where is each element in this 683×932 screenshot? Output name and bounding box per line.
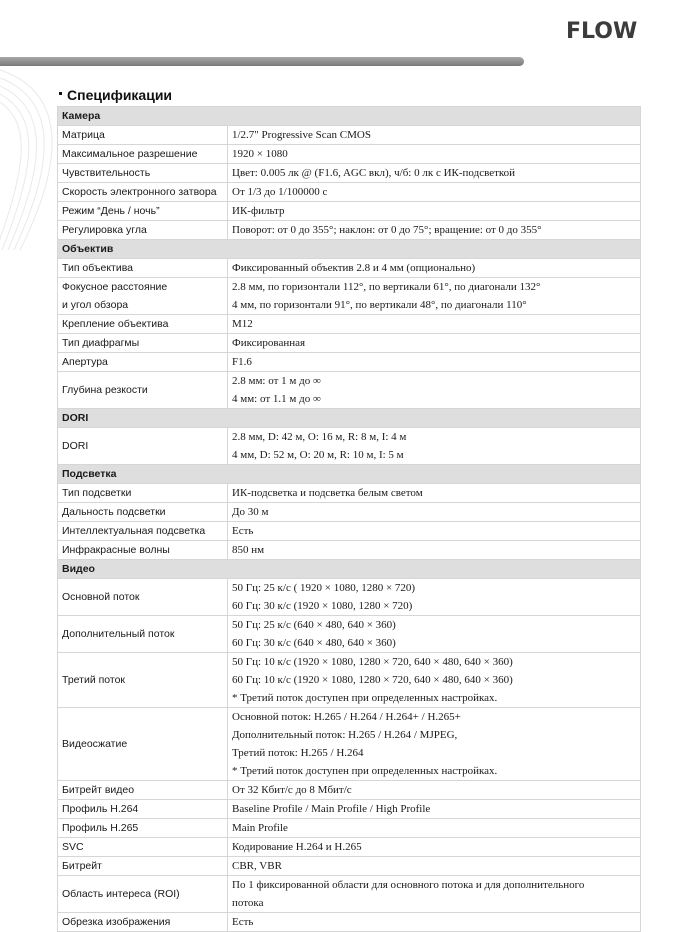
spec-row	[58, 876, 641, 913]
spec-value-line: Фиксированный объектив 2.8 и 4 мм (опционально)	[232, 262, 476, 274]
spec-row	[58, 353, 641, 372]
spec-value-line: 4 мм, D: 52 м, O: 20 м, R: 10 м, I: 5 м	[232, 449, 404, 461]
spec-row	[58, 522, 641, 541]
spec-value-line: 1920 × 1080	[232, 148, 288, 160]
spec-key: Профиль H.264	[58, 800, 228, 819]
spec-value	[228, 334, 641, 353]
spec-key: DORI	[58, 428, 228, 465]
spec-value	[228, 503, 641, 522]
spec-value	[228, 428, 641, 465]
spec-value-line: Есть	[232, 916, 254, 928]
spec-key: Максимальное разрешение	[58, 145, 228, 164]
group-header	[58, 560, 641, 579]
spec-key: Тип диафрагмы	[58, 334, 228, 353]
spec-value	[228, 164, 641, 183]
spec-value-line: До 30 м	[232, 506, 269, 518]
spec-value-line: По 1 фиксированной области для основного потока и для дополнительного	[232, 879, 585, 891]
spec-value-line: Третий поток: H.265 / H.264	[232, 747, 364, 759]
spec-value-line: 850 нм	[232, 544, 265, 556]
group-header	[58, 107, 641, 126]
spec-key: Битрейт	[58, 857, 228, 876]
spec-value	[228, 183, 641, 202]
spec-value	[228, 541, 641, 560]
spec-key: Апертура	[58, 353, 228, 372]
group-header-label: Объектив	[58, 240, 641, 259]
spec-row	[58, 372, 641, 409]
spec-row	[58, 221, 641, 240]
spec-key: Чувствительность	[58, 164, 228, 183]
spec-value	[228, 278, 641, 315]
spec-row	[58, 781, 641, 800]
header-bar	[0, 57, 524, 66]
spec-key: Глубина резкости	[58, 372, 228, 409]
spec-value-line: 2.8 мм, D: 42 м, O: 16 м, R: 8 м, I: 4 м	[232, 431, 407, 443]
spec-value-line: 60 Гц: 30 к/с (1920 × 1080, 1280 × 720)	[232, 600, 413, 612]
spec-value-line: Baseline Profile / Main Profile / High Profile	[232, 803, 431, 815]
group-header	[58, 409, 641, 428]
spec-key: Тип объектива	[58, 259, 228, 278]
spec-value	[228, 259, 641, 278]
spec-value	[228, 372, 641, 409]
spec-value-line: Есть	[232, 525, 254, 537]
spec-key: Дополнительный поток	[58, 616, 228, 653]
group-header-label: Видео	[58, 560, 641, 579]
group-header	[58, 240, 641, 259]
spec-value-line: потока	[232, 897, 264, 909]
spec-row	[58, 616, 641, 653]
spec-value-line: F1.6	[232, 356, 252, 368]
spec-value-line: * Третий поток доступен при определенных настройках.	[232, 765, 498, 777]
bullet-square-icon	[59, 92, 62, 95]
spec-value-line: ИК-фильтр	[232, 205, 285, 217]
spec-key: Матрица	[58, 126, 228, 145]
spec-value-line: От 1/3 до 1/100000 с	[232, 186, 328, 198]
spec-value	[228, 876, 641, 913]
spec-row	[58, 579, 641, 616]
spec-key: Скорость электронного затвора	[58, 183, 228, 202]
spec-key: Видеосжатие	[58, 708, 228, 781]
section-title-text: Спецификации	[67, 87, 173, 103]
spec-value	[228, 800, 641, 819]
spec-value	[228, 484, 641, 503]
spec-value-line: 50 Гц: 25 к/с ( 1920 × 1080, 1280 × 720)	[232, 582, 416, 594]
spec-row	[58, 484, 641, 503]
spec-key: Интеллектуальная подсветка	[58, 522, 228, 541]
spec-row	[58, 183, 641, 202]
spec-key: Крепление объектива	[58, 315, 228, 334]
spec-value	[228, 838, 641, 857]
spec-value	[228, 353, 641, 372]
spec-value	[228, 781, 641, 800]
group-header-label: Подсветка	[58, 465, 641, 484]
spec-row	[58, 428, 641, 465]
spec-value-line: От 32 Кбит/с до 8 Мбит/с	[232, 784, 352, 796]
spec-value	[228, 145, 641, 164]
spec-value	[228, 653, 641, 708]
spec-row	[58, 838, 641, 857]
spec-row	[58, 708, 641, 781]
spec-value-line: Кодирование H.264 и H.265	[232, 841, 362, 853]
spec-value-line: 4 мм: от 1.1 м до ∞	[232, 393, 321, 405]
spec-key: Профиль H.265	[58, 819, 228, 838]
spec-value-line: * Третий поток доступен при определенных настройках.	[232, 692, 498, 704]
spec-value	[228, 315, 641, 334]
spec-value-line: Поворот: от 0 до 355°; наклон: от 0 до 75°; вращение: от 0 до 355°	[232, 224, 542, 236]
spec-row	[58, 278, 641, 315]
spec-key: Дальность подсветки	[58, 503, 228, 522]
spec-row	[58, 145, 641, 164]
spec-row	[58, 819, 641, 838]
spec-value-line: Дополнительный поток: H.265 / H.264 / MJPEG,	[232, 729, 458, 741]
spec-value-line: 60 Гц: 10 к/с (1920 × 1080, 1280 × 720, 640 × 480, 640 × 360)	[232, 674, 513, 686]
spec-value	[228, 857, 641, 876]
spec-row	[58, 164, 641, 183]
spec-row	[58, 315, 641, 334]
spec-key: Инфракрасные волны	[58, 541, 228, 560]
spec-key: Область интереса (ROI)	[58, 876, 228, 913]
spec-value-line: Фиксированная	[232, 337, 306, 349]
spec-value	[228, 819, 641, 838]
spec-value-line: Main Profile	[232, 822, 288, 834]
spec-key: Режим “День / ночь”	[58, 202, 228, 221]
spec-key: Обрезка изображения	[58, 913, 228, 932]
spec-key: Фокусное расстояние и угол обзора	[58, 278, 228, 315]
spec-value	[228, 126, 641, 145]
spec-row	[58, 503, 641, 522]
spec-row	[58, 126, 641, 145]
spec-value-line: 50 Гц: 25 к/с (640 × 480, 640 × 360)	[232, 619, 396, 631]
spec-table	[57, 106, 641, 932]
spec-key: Тип подсветки	[58, 484, 228, 503]
spec-value	[228, 522, 641, 541]
spec-value-line: 2.8 мм: от 1 м до ∞	[232, 375, 321, 387]
spec-row	[58, 259, 641, 278]
spec-value-line: ИК-подсветка и подсветка белым светом	[232, 487, 423, 499]
spec-value-line: M12	[232, 318, 253, 330]
spec-key: Основной поток	[58, 579, 228, 616]
section-title	[59, 87, 172, 103]
spec-value-line: 2.8 мм, по горизонтали 112°, по вертикали 61°, по диагонали 132°	[232, 281, 541, 293]
spec-key: SVC	[58, 838, 228, 857]
spec-value	[228, 202, 641, 221]
group-header-label: Камера	[58, 107, 641, 126]
spec-row	[58, 653, 641, 708]
spec-value	[228, 616, 641, 653]
spec-value	[228, 708, 641, 781]
spec-value-line: 1/2.7" Progressive Scan CMOS	[232, 129, 371, 141]
spec-value	[228, 579, 641, 616]
spec-row	[58, 857, 641, 876]
spec-key: Третий поток	[58, 653, 228, 708]
spec-row	[58, 913, 641, 932]
spec-row	[58, 800, 641, 819]
spec-row	[58, 541, 641, 560]
spec-value-line: Цвет: 0.005 лк @ (F1.6, AGC вкл), ч/б: 0 лк с ИК-подсветкой	[232, 167, 516, 179]
brand-logo: FLOW	[566, 19, 638, 44]
spec-key: Битрейт видео	[58, 781, 228, 800]
spec-value-line: Основной поток: H.265 / H.264 / H.264+ / H.265+	[232, 711, 461, 723]
spec-value	[228, 913, 641, 932]
group-header-label: DORI	[58, 409, 641, 428]
spec-value-line: 4 мм, по горизонтали 91°, по вертикали 48°, по диагонали 110°	[232, 299, 527, 311]
spec-key: Регулировка угла	[58, 221, 228, 240]
spec-value-line: CBR, VBR	[232, 860, 282, 872]
spec-row	[58, 334, 641, 353]
spec-value-line: 50 Гц: 10 к/с (1920 × 1080, 1280 × 720, 640 × 480, 640 × 360)	[232, 656, 513, 668]
group-header	[58, 465, 641, 484]
spec-row	[58, 202, 641, 221]
spec-value-line: 60 Гц: 30 к/с (640 × 480, 640 × 360)	[232, 637, 396, 649]
spec-value	[228, 221, 641, 240]
